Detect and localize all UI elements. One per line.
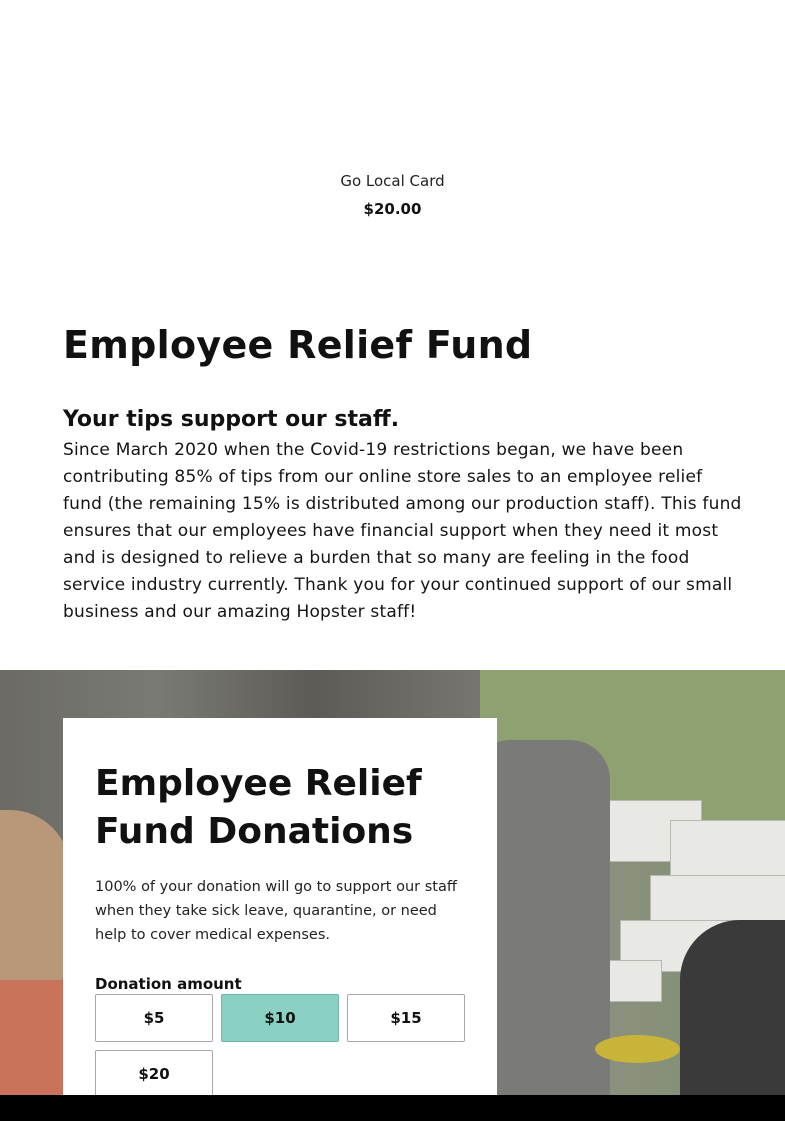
donation-title: Employee Relief Fund Donations <box>95 763 422 852</box>
amount-option-15[interactable]: $15 <box>347 994 465 1042</box>
photo-person-right <box>680 920 785 1095</box>
product-price: $20.00 <box>363 200 422 218</box>
donation-card <box>63 718 497 1095</box>
amount-option-20[interactable]: $20 <box>95 1050 213 1098</box>
section-body: Since March 2020 when the Covid-19 restrictions began, we have been contributing 85% of tips from our online store sales to an employee relief fund (the remaining 15% is distributed among our production staff). This fund ensures that our employees have financial support when they need it most and is designed to relieve a burden that so many are feeling in the food service industry currently. Thank you for your continued support of our small business and our amazing Hopster staff! <box>63 440 742 622</box>
product-tile[interactable] <box>0 160 785 219</box>
product-name[interactable]: Go Local Card <box>340 172 445 190</box>
donation-amount-label: Donation amount <box>95 975 242 993</box>
relief-fund-section <box>63 318 743 626</box>
photo-person-left <box>0 980 65 1095</box>
donation-amount-options <box>95 994 467 1098</box>
section-subtitle: Your tips support our staff. <box>63 407 400 432</box>
donation-description: 100% of your donation will go to support our staff when they take sick leave, quarantine, or need help to cover medical expenses. <box>95 879 457 943</box>
bottom-bar <box>0 1095 785 1121</box>
photo-bowl <box>595 1035 680 1063</box>
section-title: Employee Relief Fund <box>63 323 533 367</box>
amount-option-5[interactable]: $5 <box>95 994 213 1042</box>
amount-option-10[interactable]: $10 <box>221 994 339 1042</box>
